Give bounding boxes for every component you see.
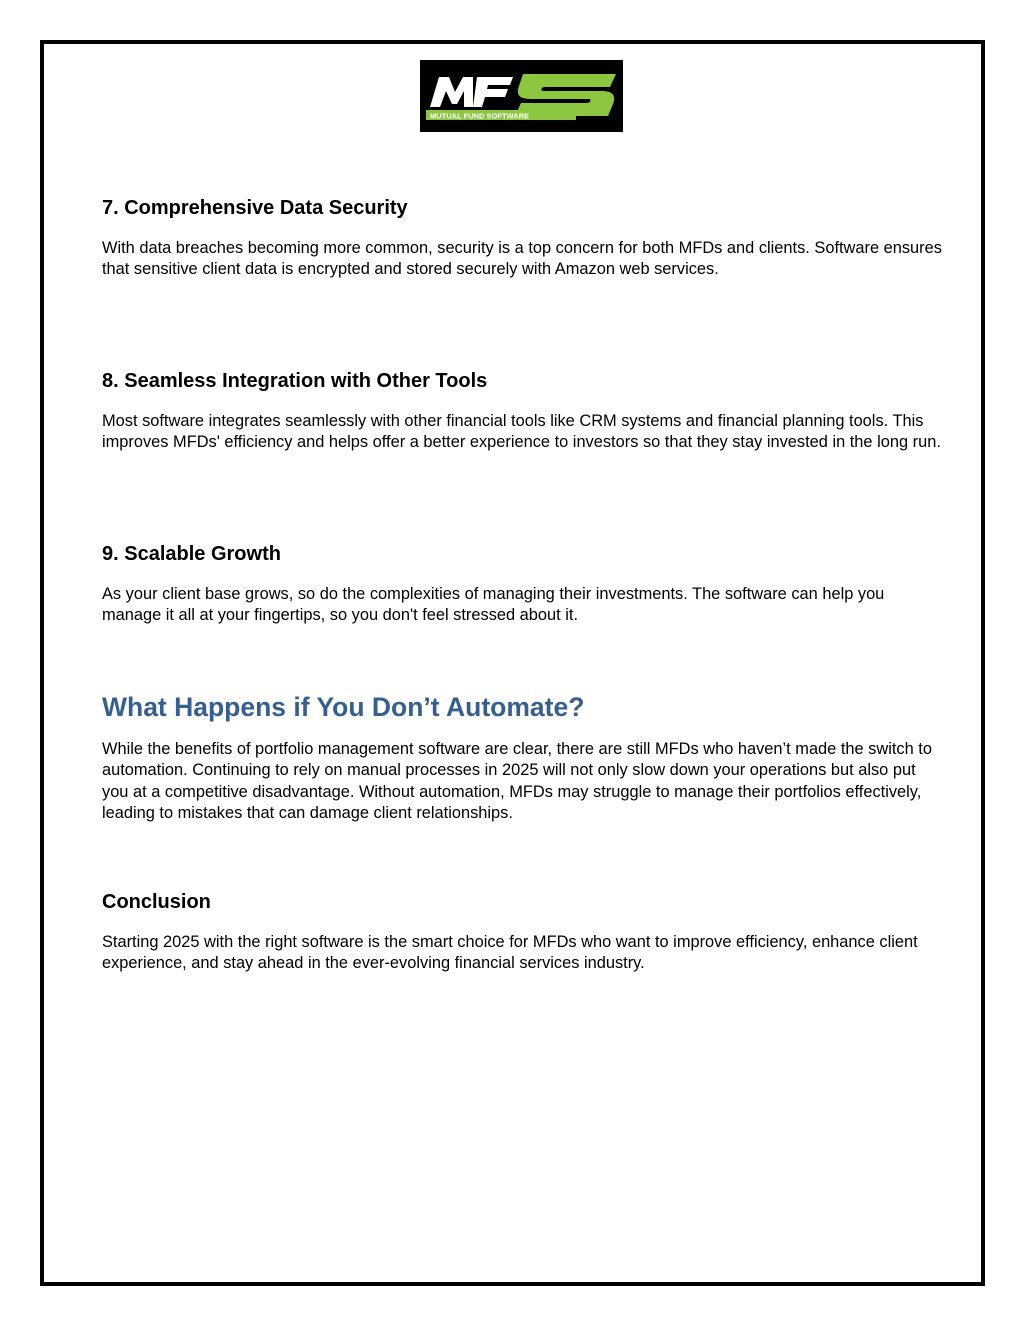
- major-heading: What Happens if You Don’t Automate?: [102, 692, 585, 722]
- section-paragraph: Most software integrates seamlessly with other financial tools like CRM systems and financial planning tools. This improves MFDs' efficiency and helps offer a better experience to investors so that they stay invested in the long run.: [102, 412, 941, 452]
- section-heading: 7. Comprehensive Data Security: [102, 197, 408, 219]
- section-paragraph: While the benefits of portfolio management software are clear, there are still MFDs who haven’t made the switch to automation. Continuing to rely on manual processes in 2025 will not only slow down your operations but also put you at a competitive disadvantage. Without automation, MFDs may struggle to manage their portfolios effectively, leading to mistakes that can damage client relationships.: [102, 740, 932, 822]
- mfs-logo: [420, 60, 623, 132]
- section-dont-automate: [102, 690, 942, 824]
- section-heading: Conclusion: [102, 891, 211, 913]
- section-paragraph: Starting 2025 with the right software is the smart choice for MFDs who want to improve efficiency, enhance client experience, and stay ahead in the ever-evolving financial services industry.: [102, 933, 918, 973]
- section-heading: 8. Seamless Integration with Other Tools: [102, 370, 488, 392]
- section-heading: 9. Scalable Growth: [102, 543, 281, 565]
- section-integration: [102, 368, 942, 454]
- section-conclusion: [102, 889, 942, 975]
- section-scalable-growth: [102, 541, 942, 627]
- section-data-security: [102, 195, 942, 281]
- section-paragraph: With data breaches becoming more common, security is a top concern for both MFDs and clients. Software ensures that sensitive client data is encrypted and stored securely with Amazon web services.: [102, 239, 942, 279]
- logo-tagline: MUTUAL FUND SOFTWARE: [430, 111, 530, 121]
- mfs-logo-graphic: [420, 60, 623, 132]
- section-paragraph: As your client base grows, so do the complexities of managing their investments. The software can help you manage it all at your fingertips, so you don't feel stressed about it.: [102, 585, 885, 625]
